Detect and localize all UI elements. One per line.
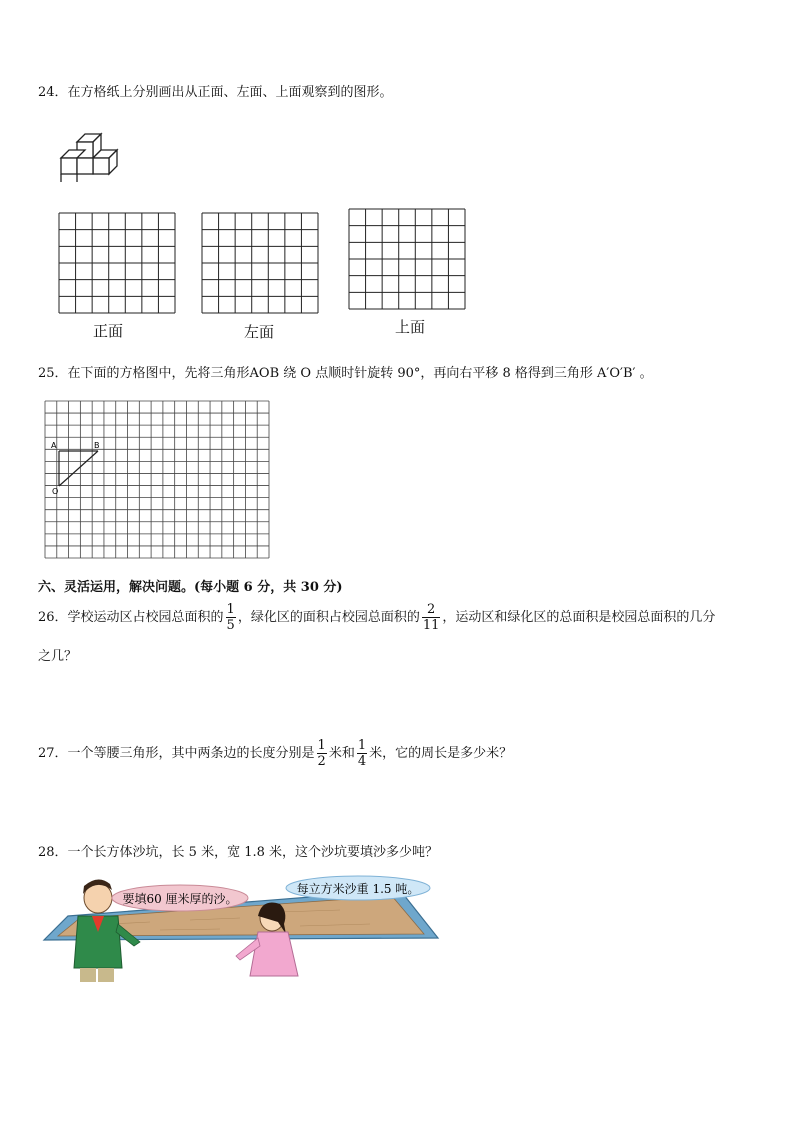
grid-front-view[interactable] (58, 212, 178, 315)
point-a-label: A (51, 441, 57, 450)
bubble-left-text: 要填60 厘米厚的沙。 (122, 892, 238, 906)
q27-part3: 米，它的周长是多少米？ (369, 746, 513, 761)
cube-stack-figure (55, 128, 130, 190)
question-27 (38, 734, 512, 774)
rotation-grid[interactable] (44, 400, 270, 560)
q27-part1: 27．一个等腰三角形，其中两条边的长度分别是 (38, 746, 315, 761)
q26-fraction-1: $\frac{1}{5}$ (226, 602, 235, 633)
q27-part2: 米和 (328, 746, 355, 761)
question-24-text: 24．在方格纸上分别画出从正面、左面、上面观察到的图形。 (38, 85, 393, 100)
question-26 (38, 598, 715, 638)
q26-part1: 26．学校运动区占校园总面积的 (38, 610, 224, 625)
section-6-title: 六、灵活运用，解决问题。(每小题 6 分，共 30 分) (38, 580, 343, 595)
grid-top-view[interactable] (348, 208, 468, 311)
q26-part2: ，绿化区的面积占校园总面积的 (237, 610, 420, 625)
point-b-label: B (94, 441, 100, 450)
q26-fraction-2: $\frac{2}{11}$ (422, 602, 440, 633)
label-top: 上面 (395, 318, 426, 336)
question-26-line2: 之几？ (38, 649, 78, 664)
grid-left-view[interactable] (201, 212, 321, 315)
q26-part3: ，运动区和绿化区的总面积是校园总面积的几分 (442, 610, 716, 625)
label-front: 正面 (93, 322, 124, 340)
sandpit-illustration (40, 872, 440, 984)
label-left: 左面 (244, 323, 275, 341)
point-o-label: O (52, 487, 59, 496)
question-25-text: 25．在下面的方格图中，先将三角形AOB 绕 O 点顺时针旋转 90°，再向右平移 8 格得到三角形 A′O′B′ 。 (38, 366, 653, 381)
q27-fraction-2: $\frac{1}{4}$ (357, 738, 367, 769)
q27-fraction-1: $\frac{1}{2}$ (317, 738, 326, 769)
question-28-text: 28．一个长方体沙坑，长 5 米，宽 1.8 米，这个沙坑要填沙多少吨？ (38, 845, 439, 860)
bubble-right-text: 每立方米沙重 1.5 吨。 (296, 882, 420, 896)
